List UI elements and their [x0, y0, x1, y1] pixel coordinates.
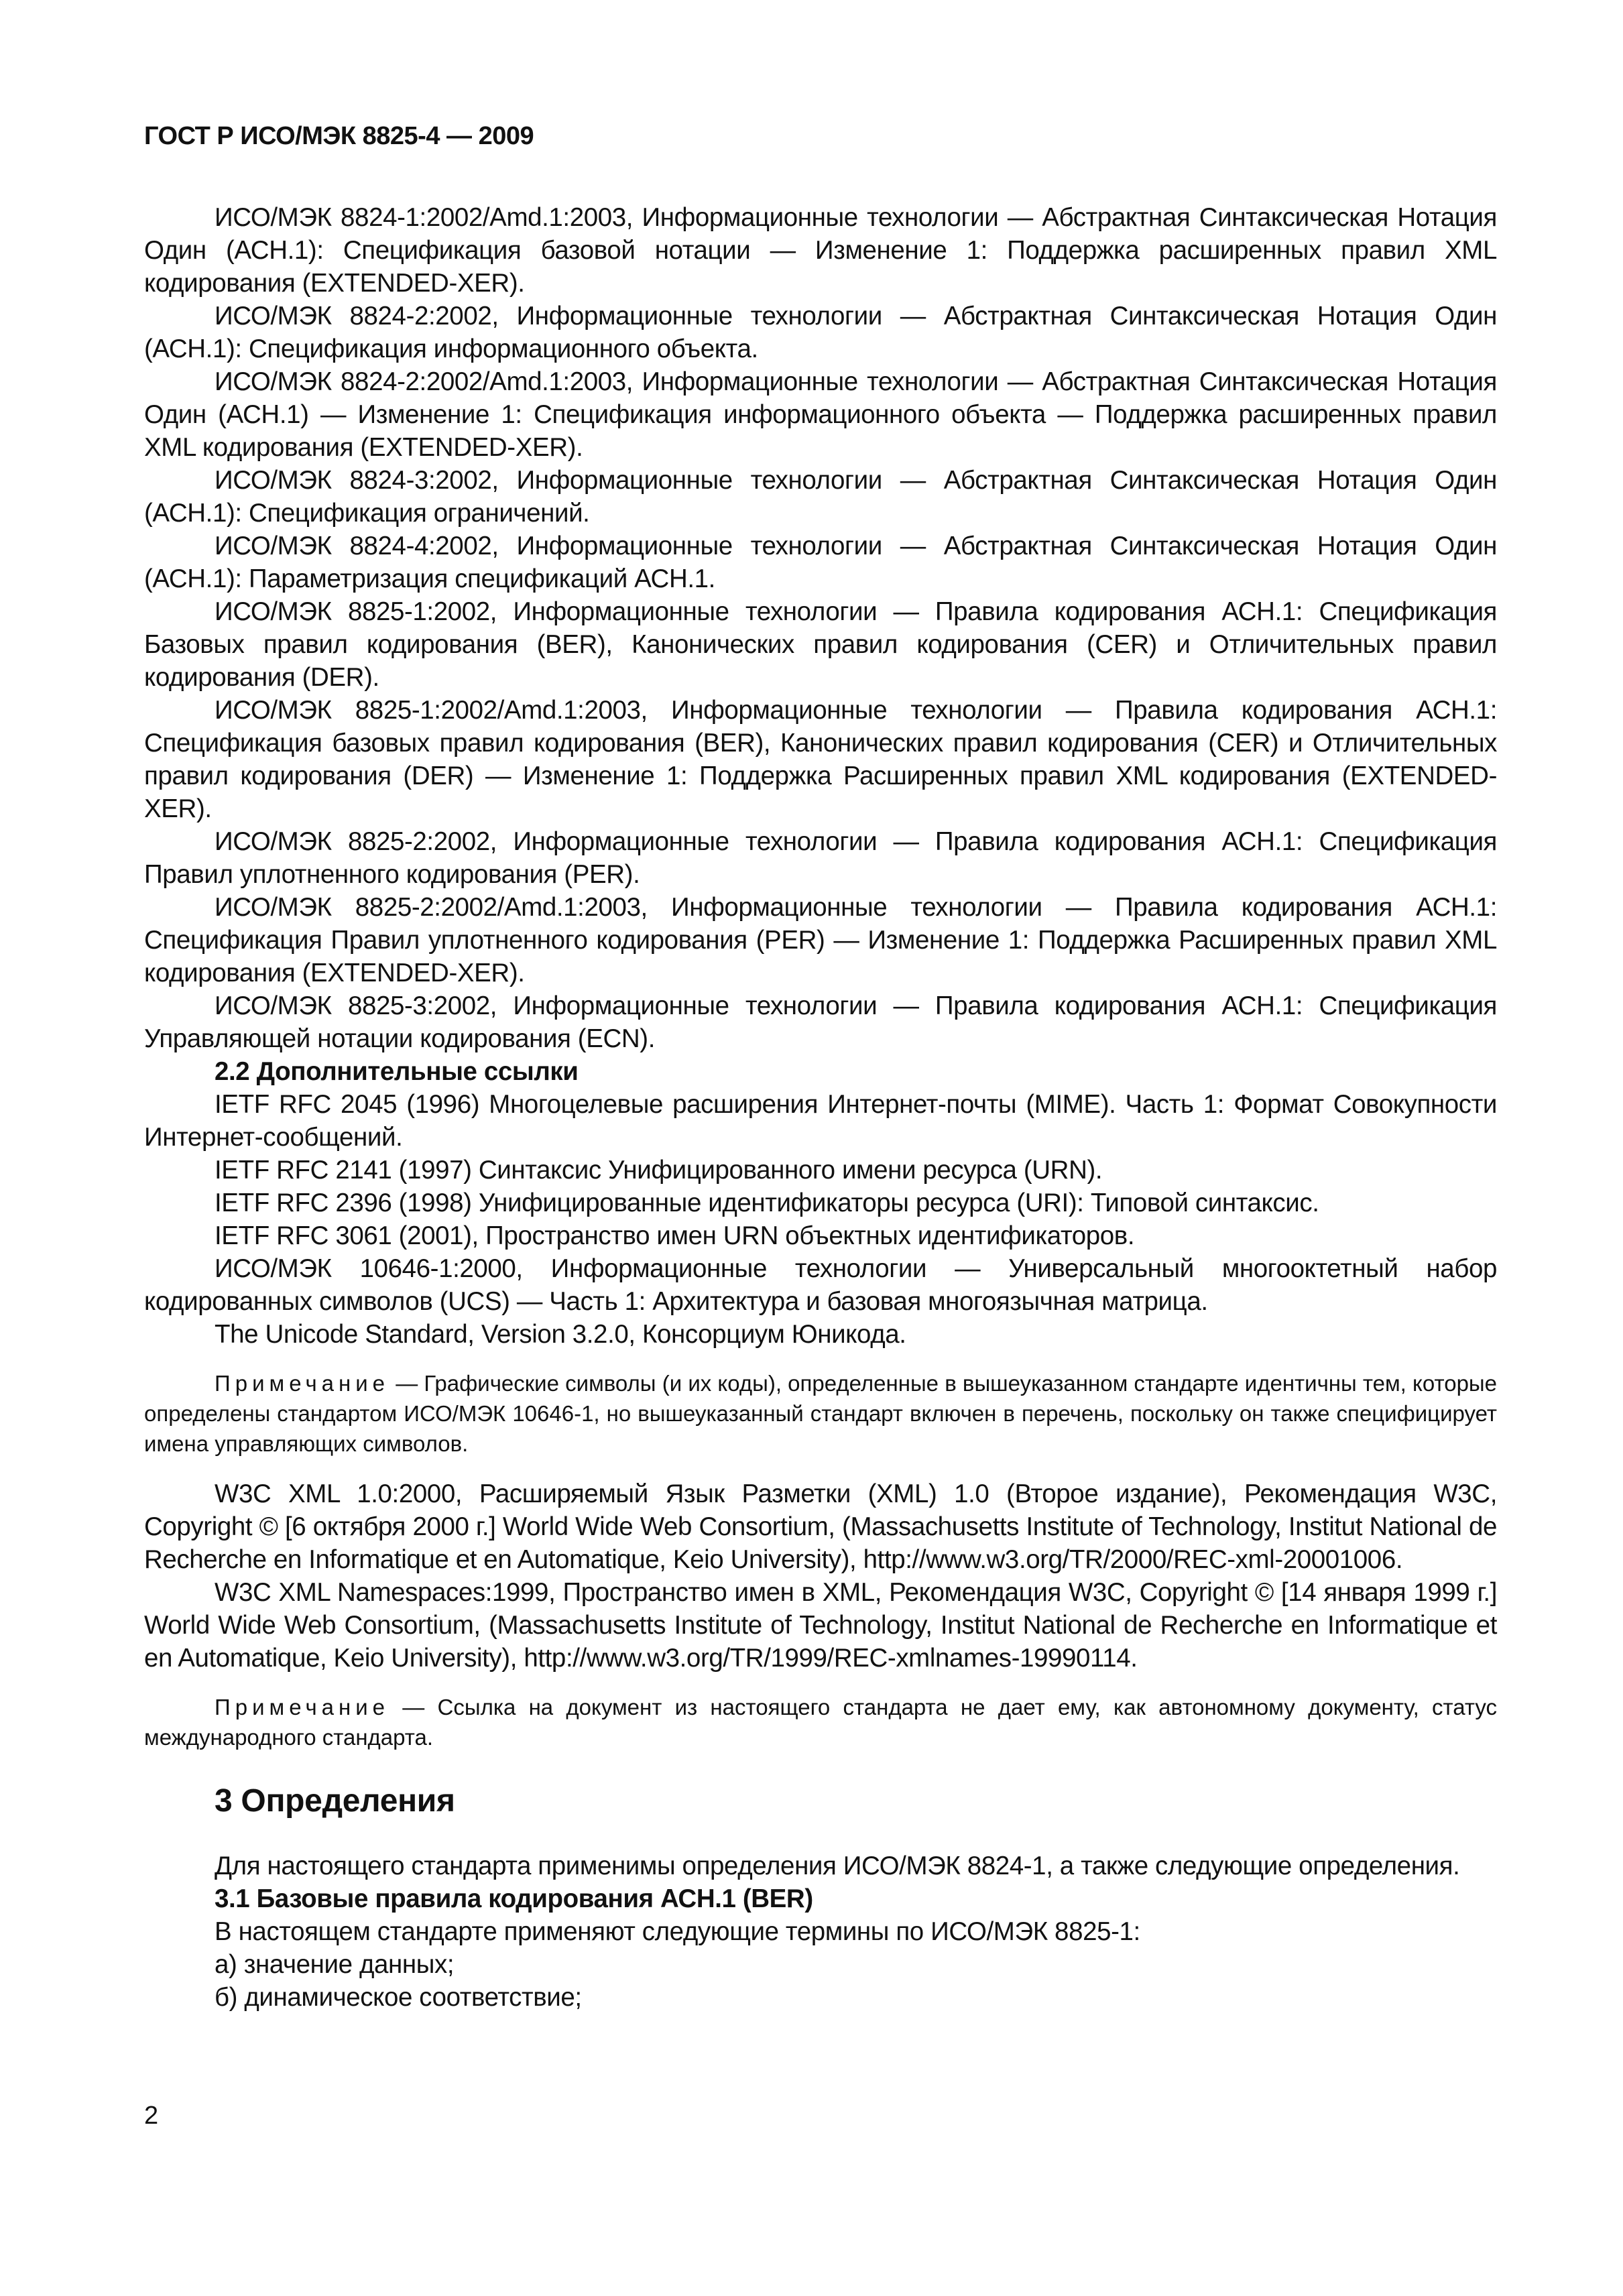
document-body [144, 201, 1497, 2014]
note-text: — Ссылка на документ из настоящего стандарта не дает ему, как автономному документу, статус международного стандарта. [144, 1695, 1497, 1750]
reference-entry: ИСО/МЭК 8824-3:2002, Информационные технологии — Абстрактная Синтаксическая Нотация Один (АСН.1): Спецификация ограничений. [144, 466, 1497, 528]
note-block [144, 1368, 1497, 1459]
note-block [144, 1692, 1497, 1752]
reference-entry: ИСО/МЭК 8824-2:2002, Информационные технологии — Абстрактная Синтаксическая Нотация Один (АСН.1): Спецификация информационного объекта. [144, 302, 1497, 363]
page-number: 2 [144, 2102, 159, 2130]
reference-entry: The Unicode Standard, Version 3.2.0, Консорциум Юникода. [215, 1320, 906, 1349]
reference-entry: IETF RFC 3061 (2001), Пространство имен URN объектных идентификаторов. [215, 1221, 1135, 1250]
paragraph: В настоящем стандарте применяют следующие термины по ИСО/МЭК 8825-1: [215, 1917, 1140, 1946]
note-text: — Графические символы (и их коды), определенные в вышеуказанном стандарте идентичны тем, которые определены стандартом ИСО/МЭК 10646-1, но вышеуказанный стандарт включен в перечень, поскольку он также специфицирует имена управляющих символов. [144, 1371, 1497, 1456]
reference-entry: IETF RFC 2396 (1998) Унифицированные идентификаторы ресурса (URI): Типовой синтаксис. [215, 1189, 1319, 1217]
list-item: а) значение данных; [215, 1950, 455, 1979]
reference-entry: IETF RFC 2045 (1996) Многоцелевые расширения Интернет-почты (MIME). Часть 1: Формат Совокупности Интернет-сообщений. [144, 1090, 1497, 1152]
reference-entry: ИСО/МЭК 8825-1:2002, Информационные технологии — Правила кодирования АСН.1: Спецификация Базовых правил кодирования (BER), Канонических правил кодирования (CER) и Отличительных правил кодирования (DER). [144, 597, 1497, 692]
reference-entry: W3C XML Namespaces:1999, Пространство имен в XML, Рекомендация W3C, Copyright © [14 января 1999 г.] World Wide Web Consortium, (Massachusetts Institute of Technology, Institut National de Recherche en Informatique et en Automatique, Keio University), http://www.w3.org/TR/1999/REC-xmlnames-19990114. [144, 1578, 1497, 1673]
reference-entry: ИСО/МЭК 8825-1:2002/Amd.1:2003, Информационные технологии — Правила кодирования АСН.1: Спецификация базовых правил кодирования (BER), Канонических правил кодирования (CER) и Отличительных правил кодирования (DER) — Изменение 1: Поддержка Расширенных правил XML кодирования (EXTENDED-XER). [144, 696, 1497, 823]
reference-entry: ИСО/МЭК 8824-4:2002, Информационные технологии — Абстрактная Синтаксическая Нотация Один (АСН.1): Параметризация спецификаций АСН.1. [144, 532, 1497, 593]
note-label: Примечание [215, 1695, 390, 1719]
document-header: ГОСТ Р ИСО/МЭК 8825-4 — 2009 [144, 122, 534, 150]
reference-entry: ИСО/МЭК 8825-2:2002/Amd.1:2003, Информационные технологии — Правила кодирования АСН.1: Спецификация Правил уплотненного кодирования (PER) — Изменение 1: Поддержка Расширенных правил XML кодирования (EXTENDED-XER). [144, 893, 1497, 987]
reference-entry: ИСО/МЭК 8824-1:2002/Amd.1:2003, Информационные технологии — Абстрактная Синтаксическая Нотация Один (АСН.1): Спецификация базовой нотации — Изменение 1: Поддержка расширенных правил XML кодирования (EXTENDED-XER). [144, 203, 1497, 298]
reference-entry: ИСО/МЭК 8824-2:2002/Amd.1:2003, Информационные технологии — Абстрактная Синтаксическая Нотация Один (АСН.1) — Изменение 1: Спецификация информационного объекта — Поддержка расширенных правил XML кодирования (EXTENDED-XER). [144, 367, 1497, 462]
section-heading-3: 3 Определения [215, 1783, 455, 1819]
reference-entry: IETF RFC 2141 (1997) Синтаксис Унифицированного имени ресурса (URN). [215, 1156, 1103, 1185]
reference-entry: W3C XML 1.0:2000, Расширяемый Язык Разметки (XML) 1.0 (Второе издание), Рекомендация W3C, Copyright © [6 октября 2000 г.] World Wide Web Consortium, (Massachusetts Institute of Technology, Institut National de Recherche en Informatique et en Automatique, Keio University), http://www.w3.org/TR/2000/REC-xml-20001006. [144, 1479, 1497, 1574]
section-intro: Для настоящего стандарта применимы определения ИСО/МЭК 8824-1, а также следующие определения. [215, 1852, 1460, 1880]
subsection-heading-2-2: 2.2 Дополнительные ссылки [215, 1057, 579, 1086]
subsection-heading-3-1: 3.1 Базовые правила кодирования АСН.1 (BER) [215, 1884, 813, 1913]
reference-entry: ИСО/МЭК 8825-2:2002, Информационные технологии — Правила кодирования АСН.1: Спецификация Правил уплотненного кодирования (PER). [144, 827, 1497, 889]
reference-entry: ИСО/МЭК 8825-3:2002, Информационные технологии — Правила кодирования АСН.1: Спецификация Управляющей нотации кодирования (ECN). [144, 991, 1497, 1053]
reference-entry: ИСО/МЭК 10646-1:2000, Информационные технологии — Универсальный многооктетный набор кодированных символов (UCS) — Часть 1: Архитектура и базовая многоязычная матрица. [144, 1254, 1497, 1316]
note-label: Примечание [215, 1371, 390, 1396]
list-item: б) динамическое соответствие; [215, 1983, 582, 2012]
